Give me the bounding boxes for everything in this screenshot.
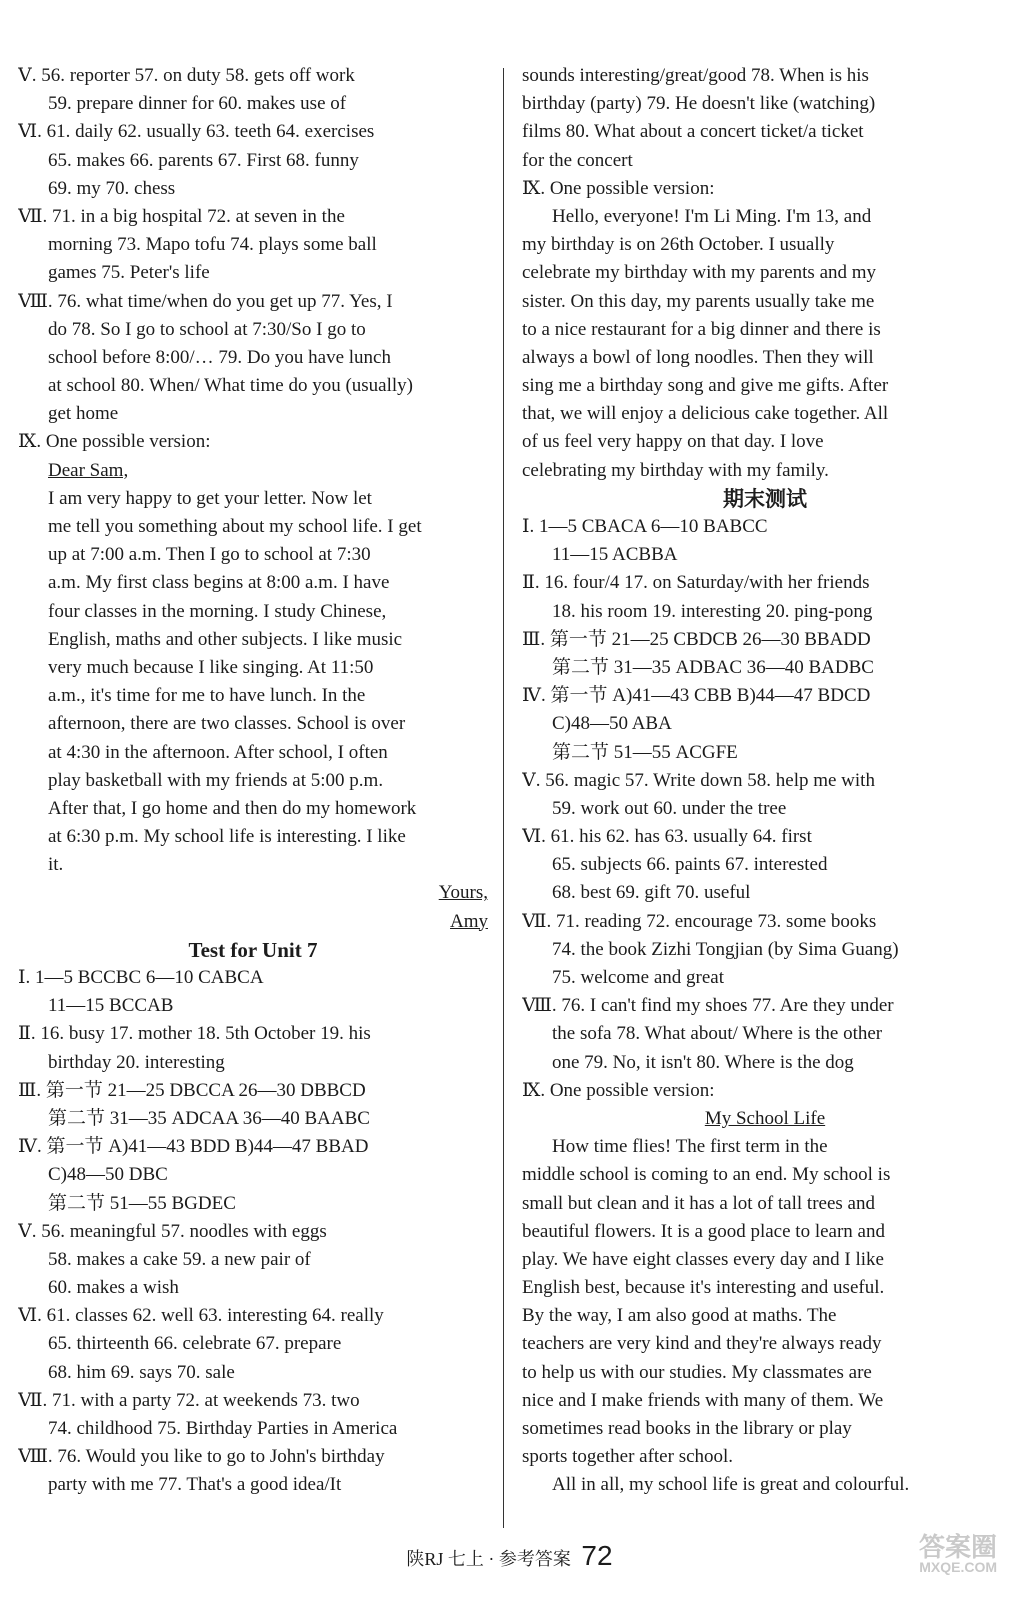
answer-line: sing me a birthday song and give me gifts. After (522, 375, 889, 397)
watermark-text: 答案圈 (918, 1532, 997, 1562)
answer-line: Amy (450, 910, 488, 932)
answer-line: it. (48, 854, 64, 876)
watermark-url: MXQE.COM (919, 1559, 997, 1575)
answer-line: 69. my 70. chess (48, 177, 176, 199)
answer-line: 59. prepare dinner for 60. makes use of (48, 93, 347, 115)
answer-line: Dear Sam, (48, 459, 129, 481)
answer-line: the sofa 78. What about/ Where is the other (552, 1023, 883, 1045)
answer-line: beautiful flowers. It is a good place to learn and (522, 1220, 885, 1242)
answer-line: I am very happy to get your letter. Now let (48, 487, 372, 509)
answer-line: By the way, I am also good at maths. The (522, 1305, 837, 1327)
answer-line: four classes in the morning. I study Chinese, (48, 600, 387, 622)
answer-line: Ⅵ. 61. classes 62. well 63. interesting 64. really (18, 1305, 384, 1327)
answer-line: All in all, my school life is great and colourful. (552, 1474, 910, 1496)
answer-line: small but clean and it has a lot of tall trees and (522, 1192, 875, 1214)
answer-line: at school 80. When/ What time do you (usually) (48, 375, 413, 397)
answer-line: at 4:30 in the afternoon. After school, I often (48, 741, 388, 763)
answer-line: for the concert (522, 149, 633, 171)
answer-line: birthday 20. interesting (48, 1051, 225, 1073)
answer-line: Test for Unit 7 (188, 937, 318, 962)
answer-line: After that, I go home and then do my homework (48, 797, 417, 819)
answer-line: play basketball with my friends at 5:00 p.m. (48, 769, 384, 791)
answer-line: of us feel very happy on that day. I love (522, 431, 824, 453)
answer-line: 第二节 31—35 ADBAC 36—40 BADBC (552, 656, 874, 678)
answer-line: 68. best 69. gift 70. useful (552, 882, 751, 904)
answer-line: Ⅷ. 76. Would you like to go to John's birthday (18, 1446, 385, 1468)
watermark-logo (919, 1534, 997, 1574)
answer-line: Ⅵ. 61. his 62. has 63. usually 64. first (522, 826, 812, 848)
answer-line: Ⅳ. 第一节 A)41—43 BDD B)44—47 BBAD (18, 1136, 369, 1158)
answer-line: 期末测试 (723, 486, 807, 511)
right-column (522, 62, 1008, 1500)
answer-line: middle school is coming to an end. My school is (522, 1164, 891, 1186)
answer-line: Ⅰ. 1—5 BCCBC 6—10 CABCA (18, 967, 264, 988)
answer-line: Ⅵ. 61. daily 62. usually 63. teeth 64. exercises (18, 121, 375, 143)
answer-line: celebrate my birthday with my parents and my (522, 262, 877, 284)
answer-line: Ⅴ. 56. reporter 57. on duty 58. gets off work (18, 65, 355, 86)
answer-line: afternoon, there are two classes. School is over (48, 713, 406, 735)
answer-line: up at 7:00 a.m. Then I go to school at 7:30 (48, 544, 371, 566)
answer-line: Ⅱ. 16. four/4 17. on Saturday/with her friends (522, 572, 870, 594)
answer-line: Ⅴ. 56. meaningful 57. noodles with eggs (18, 1220, 327, 1242)
answer-line: always a bowl of long noodles. Then they will (522, 346, 874, 368)
answer-line: 第二节 51—55 ACGFE (552, 741, 738, 763)
answer-line: games 75. Peter's life (48, 262, 210, 284)
answer-line: do 78. So I go to school at 7:30/So I go to (48, 318, 366, 340)
answer-line: 65. makes 66. parents 67. First 68. funny (48, 149, 359, 171)
answer-line: Ⅷ. 76. I can't find my shoes 77. Are they under (522, 995, 894, 1017)
answer-line: me tell you something about my school life. I get (48, 516, 422, 537)
answer-line: Ⅸ. One possible version: (522, 177, 715, 199)
answer-line: nice and I make friends with many of them. We (522, 1389, 884, 1411)
answer-line: Ⅰ. 1—5 CBACA 6—10 BABCC (522, 516, 768, 537)
answer-line: 11—15 BCCAB (48, 995, 174, 1017)
answer-line: 75. welcome and great (552, 967, 724, 988)
answer-line: English, maths and other subjects. I like music (48, 628, 403, 650)
answer-line: very much because I like singing. At 11:50 (48, 656, 374, 678)
left-column (18, 62, 488, 1500)
answer-line: to help us with our studies. My classmates are (522, 1361, 872, 1383)
answer-line: Ⅸ. One possible version: (18, 431, 211, 453)
answer-line: 第二节 51—55 BGDEC (48, 1192, 236, 1214)
answer-line: Ⅱ. 16. busy 17. mother 18. 5th October 19. his (18, 1023, 371, 1045)
answer-line: sister. On this day, my parents usually take me (522, 290, 875, 312)
answer-line: 58. makes a cake 59. a new pair of (48, 1248, 311, 1270)
answer-line: get home (48, 403, 119, 425)
answer-line: 74. the book Zizhi Tongjian (by Sima Guang) (552, 938, 899, 960)
answer-line: play. We have eight classes every day and I like (522, 1248, 884, 1270)
answer-line: at 6:30 p.m. My school life is interesting. I like (48, 826, 406, 848)
answer-line: 18. his room 19. interesting 20. ping-pong (552, 600, 873, 622)
answer-line: C)48—50 ABA (552, 713, 672, 735)
answer-line: 59. work out 60. under the tree (552, 797, 787, 819)
answer-line: sounds interesting/great/good 78. When is his (522, 65, 869, 86)
answer-line: Ⅴ. 56. magic 57. Write down 58. help me with (522, 769, 875, 791)
answer-line: celebrating my birthday with my family. (522, 459, 829, 481)
answer-line: school before 8:00/… 79. Do you have lunch (48, 346, 391, 368)
page-footer (0, 1540, 1019, 1575)
answer-line: to a nice restaurant for a big dinner and there is (522, 318, 881, 340)
answer-line: How time flies! The first term in the (552, 1136, 828, 1158)
answer-line: Ⅷ. 76. what time/when do you get up 77. Yes, I (18, 290, 393, 312)
column-divider (503, 68, 504, 1528)
answer-line: Ⅲ. 第一节 21—25 DBCCA 26—30 DBBCD (18, 1079, 366, 1101)
answer-line: English best, because it's interesting and useful. (522, 1277, 885, 1299)
answer-line: a.m., it's time for me to have lunch. In the (48, 685, 366, 707)
answer-line: sports together after school. (522, 1446, 734, 1468)
answer-line: Hello, everyone! I'm Li Ming. I'm 13, and (552, 205, 872, 227)
answer-line: morning 73. Mapo tofu 74. plays some ball (48, 234, 377, 256)
answer-line: Ⅲ. 第一节 21—25 CBDCB 26—30 BBADD (522, 628, 871, 650)
footer-label: 陕RJ 七上 · 参考答案 (406, 1549, 571, 1569)
answer-line: 74. childhood 75. Birthday Parties in America (48, 1418, 398, 1439)
answer-line: 11—15 ACBBA (552, 544, 678, 566)
answer-line: a.m. My first class begins at 8:00 a.m. I have (48, 572, 390, 594)
answer-line: teachers are very kind and they're always ready (522, 1333, 882, 1355)
answer-line: 第二节 31—35 ADCAA 36—40 BAABC (48, 1107, 370, 1129)
answer-line: films 80. What about a concert ticket/a ticket (522, 121, 864, 143)
answer-line: Yours, (438, 882, 488, 904)
answer-line: one 79. No, it isn't 80. Where is the dog (552, 1051, 854, 1073)
answer-line: 60. makes a wish (48, 1277, 179, 1299)
answer-line: 65. subjects 66. paints 67. interested (552, 854, 828, 876)
answer-line: Ⅶ. 71. reading 72. encourage 73. some books (522, 910, 877, 932)
answer-line: Ⅶ. 71. in a big hospital 72. at seven in the (18, 205, 345, 227)
answer-line: Ⅶ. 71. with a party 72. at weekends 73. two (18, 1389, 360, 1411)
answer-line: C)48—50 DBC (48, 1164, 168, 1186)
page-number: 72 (581, 1540, 613, 1571)
answer-line: 68. him 69. says 70. sale (48, 1361, 235, 1383)
answer-line: my birthday is on 26th October. I usually (522, 234, 835, 256)
answer-line: party with me 77. That's a good idea/It (48, 1474, 342, 1496)
answer-line: My School Life (704, 1107, 826, 1129)
answer-line: sometimes read books in the library or play (522, 1418, 852, 1439)
answer-line: Ⅸ. One possible version: (522, 1079, 715, 1101)
answer-line: that, we will enjoy a delicious cake together. All (522, 403, 889, 425)
answer-line: birthday (party) 79. He doesn't like (watching) (522, 93, 876, 115)
answer-line: Ⅳ. 第一节 A)41—43 CBB B)44—47 BDCD (522, 685, 871, 707)
answer-line: 65. thirteenth 66. celebrate 67. prepare (48, 1333, 342, 1355)
